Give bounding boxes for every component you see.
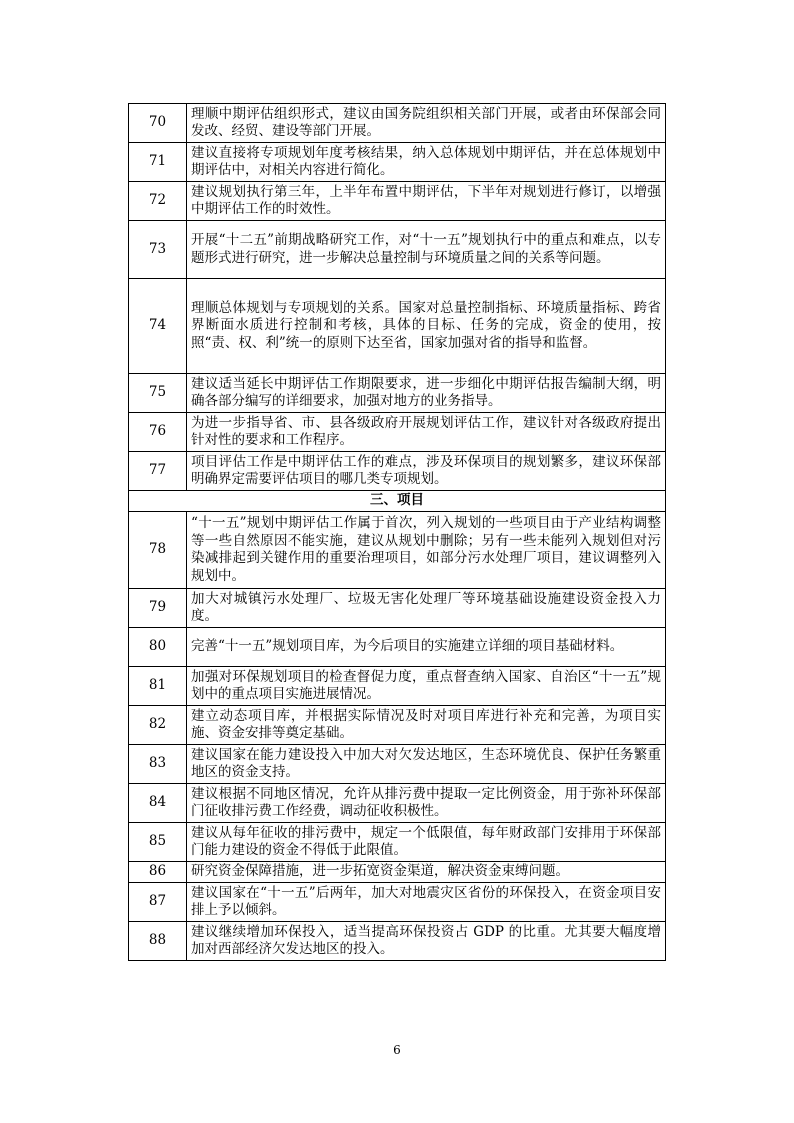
row-number: 80	[129, 628, 187, 667]
table-row	[129, 182, 666, 221]
section-row	[129, 491, 666, 512]
row-text: 建议直接将专项规划年度考核结果，纳入总体规划中期评估，并在总体规划中期评估中，对相关内容进行简化。	[187, 143, 666, 182]
table-row	[129, 883, 666, 922]
table-row	[129, 413, 666, 452]
row-number: 73	[129, 221, 187, 279]
row-number: 70	[129, 104, 187, 143]
table-row	[129, 104, 666, 143]
row-number: 72	[129, 182, 187, 221]
table-row	[129, 279, 666, 374]
row-number: 79	[129, 589, 187, 628]
row-text: 建议国家在能力建设投入中加大对欠发达地区，生态环境优良、保护任务繁重地区的资金支持。	[187, 745, 666, 784]
row-text: 建议继续增加环保投入，适当提高环保投资占 GDP 的比重。尤其要大幅度增加对西部经济欠发达地区的投入。	[187, 922, 666, 961]
row-text: 理顺中期评估组织形式，建议由国务院组织相关部门开展，或者由环保部会同发改、经贸、建设等部门开展。	[187, 104, 666, 143]
row-text: 研究资金保障措施，进一步拓宽资金渠道，解决资金束缚问题。	[187, 862, 666, 883]
row-text: 加大对城镇污水处理厂、垃圾无害化处理厂等环境基础设施建设资金投入力度。	[187, 589, 666, 628]
row-number: 74	[129, 279, 187, 374]
row-number: 86	[129, 862, 187, 883]
row-number: 84	[129, 784, 187, 823]
row-number: 71	[129, 143, 187, 182]
section-title: 三、项目	[129, 491, 666, 512]
table-row	[129, 512, 666, 589]
row-text: 建议规划执行第三年，上半年布置中期评估，下半年对规划进行修订，以增强中期评估工作的时效性。	[187, 182, 666, 221]
recommendations-table	[128, 103, 666, 961]
row-text: 建议根据不同地区情况，允许从排污费中提取一定比例资金，用于弥补环保部门征收排污费工作经费，调动征收积极性。	[187, 784, 666, 823]
table-row	[129, 374, 666, 413]
row-text: 为进一步指导省、市、县各级政府开展规划评估工作，建议针对各级政府提出针对性的要求和工作程序。	[187, 413, 666, 452]
row-text: 建立动态项目库，并根据实际情况及时对项目库进行补充和完善，为项目实施、资金安排等奠定基础。	[187, 706, 666, 745]
table-row	[129, 784, 666, 823]
table-row	[129, 823, 666, 862]
row-number: 81	[129, 667, 187, 706]
table-row	[129, 706, 666, 745]
row-text: 建议从每年征收的排污费中，规定一个低限值，每年财政部门安排用于环保部门能力建设的资金不得低于此限值。	[187, 823, 666, 862]
row-text: “十一五”规划中期评估工作属于首次，列入规划的一些项目由于产业结构调整等一些自然原因不能实施，建议从规划中删除；另有一些未能列入规划但对污染减排起到关键作用的重要治理项目，如部分污水处理厂项目，建议调整列入规划中。	[187, 512, 666, 589]
table-row	[129, 745, 666, 784]
table-row	[129, 221, 666, 279]
table-row	[129, 589, 666, 628]
table-row	[129, 922, 666, 961]
row-number: 76	[129, 413, 187, 452]
page-number: 6	[393, 1043, 401, 1057]
row-number: 78	[129, 512, 187, 589]
row-number: 77	[129, 452, 187, 491]
row-number: 85	[129, 823, 187, 862]
table-row	[129, 628, 666, 667]
row-number: 75	[129, 374, 187, 413]
row-number: 87	[129, 883, 187, 922]
table-row	[129, 862, 666, 883]
row-text: 项目评估工作是中期评估工作的难点，涉及环保项目的规划繁多，建议环保部明确界定需要评估项目的哪几类专项规划。	[187, 452, 666, 491]
table-row	[129, 452, 666, 491]
row-text: 建议国家在“十一五”后两年，加大对地震灾区省份的环保投入，在资金项目安排上予以倾斜。	[187, 883, 666, 922]
row-text: 加强对环保规划项目的检查督促力度，重点督查纳入国家、自治区“十一五”规划中的重点项目实施进展情况。	[187, 667, 666, 706]
row-number: 88	[129, 922, 187, 961]
row-text: 理顺总体规划与专项规划的关系。国家对总量控制指标、环境质量指标、跨省界断面水质进行控制和考核，具体的目标、任务的完成，资金的使用，按照“责、权、利”统一的原则下达至省，国家加强对省的指导和监督。	[187, 279, 666, 374]
row-number: 82	[129, 706, 187, 745]
row-text: 开展“十二五”前期战略研究工作，对“十一五”规划执行中的重点和难点，以专题形式进行研究，进一步解决总量控制与环境质量之间的关系等问题。	[187, 221, 666, 279]
row-text: 建议适当延长中期评估工作期限要求，进一步细化中期评估报告编制大纲，明确各部分编写的详细要求，加强对地方的业务指导。	[187, 374, 666, 413]
row-number: 83	[129, 745, 187, 784]
table-row	[129, 667, 666, 706]
table-row	[129, 143, 666, 182]
row-text: 完善“十一五”规划项目库，为今后项目的实施建立详细的项目基础材料。	[187, 628, 666, 667]
